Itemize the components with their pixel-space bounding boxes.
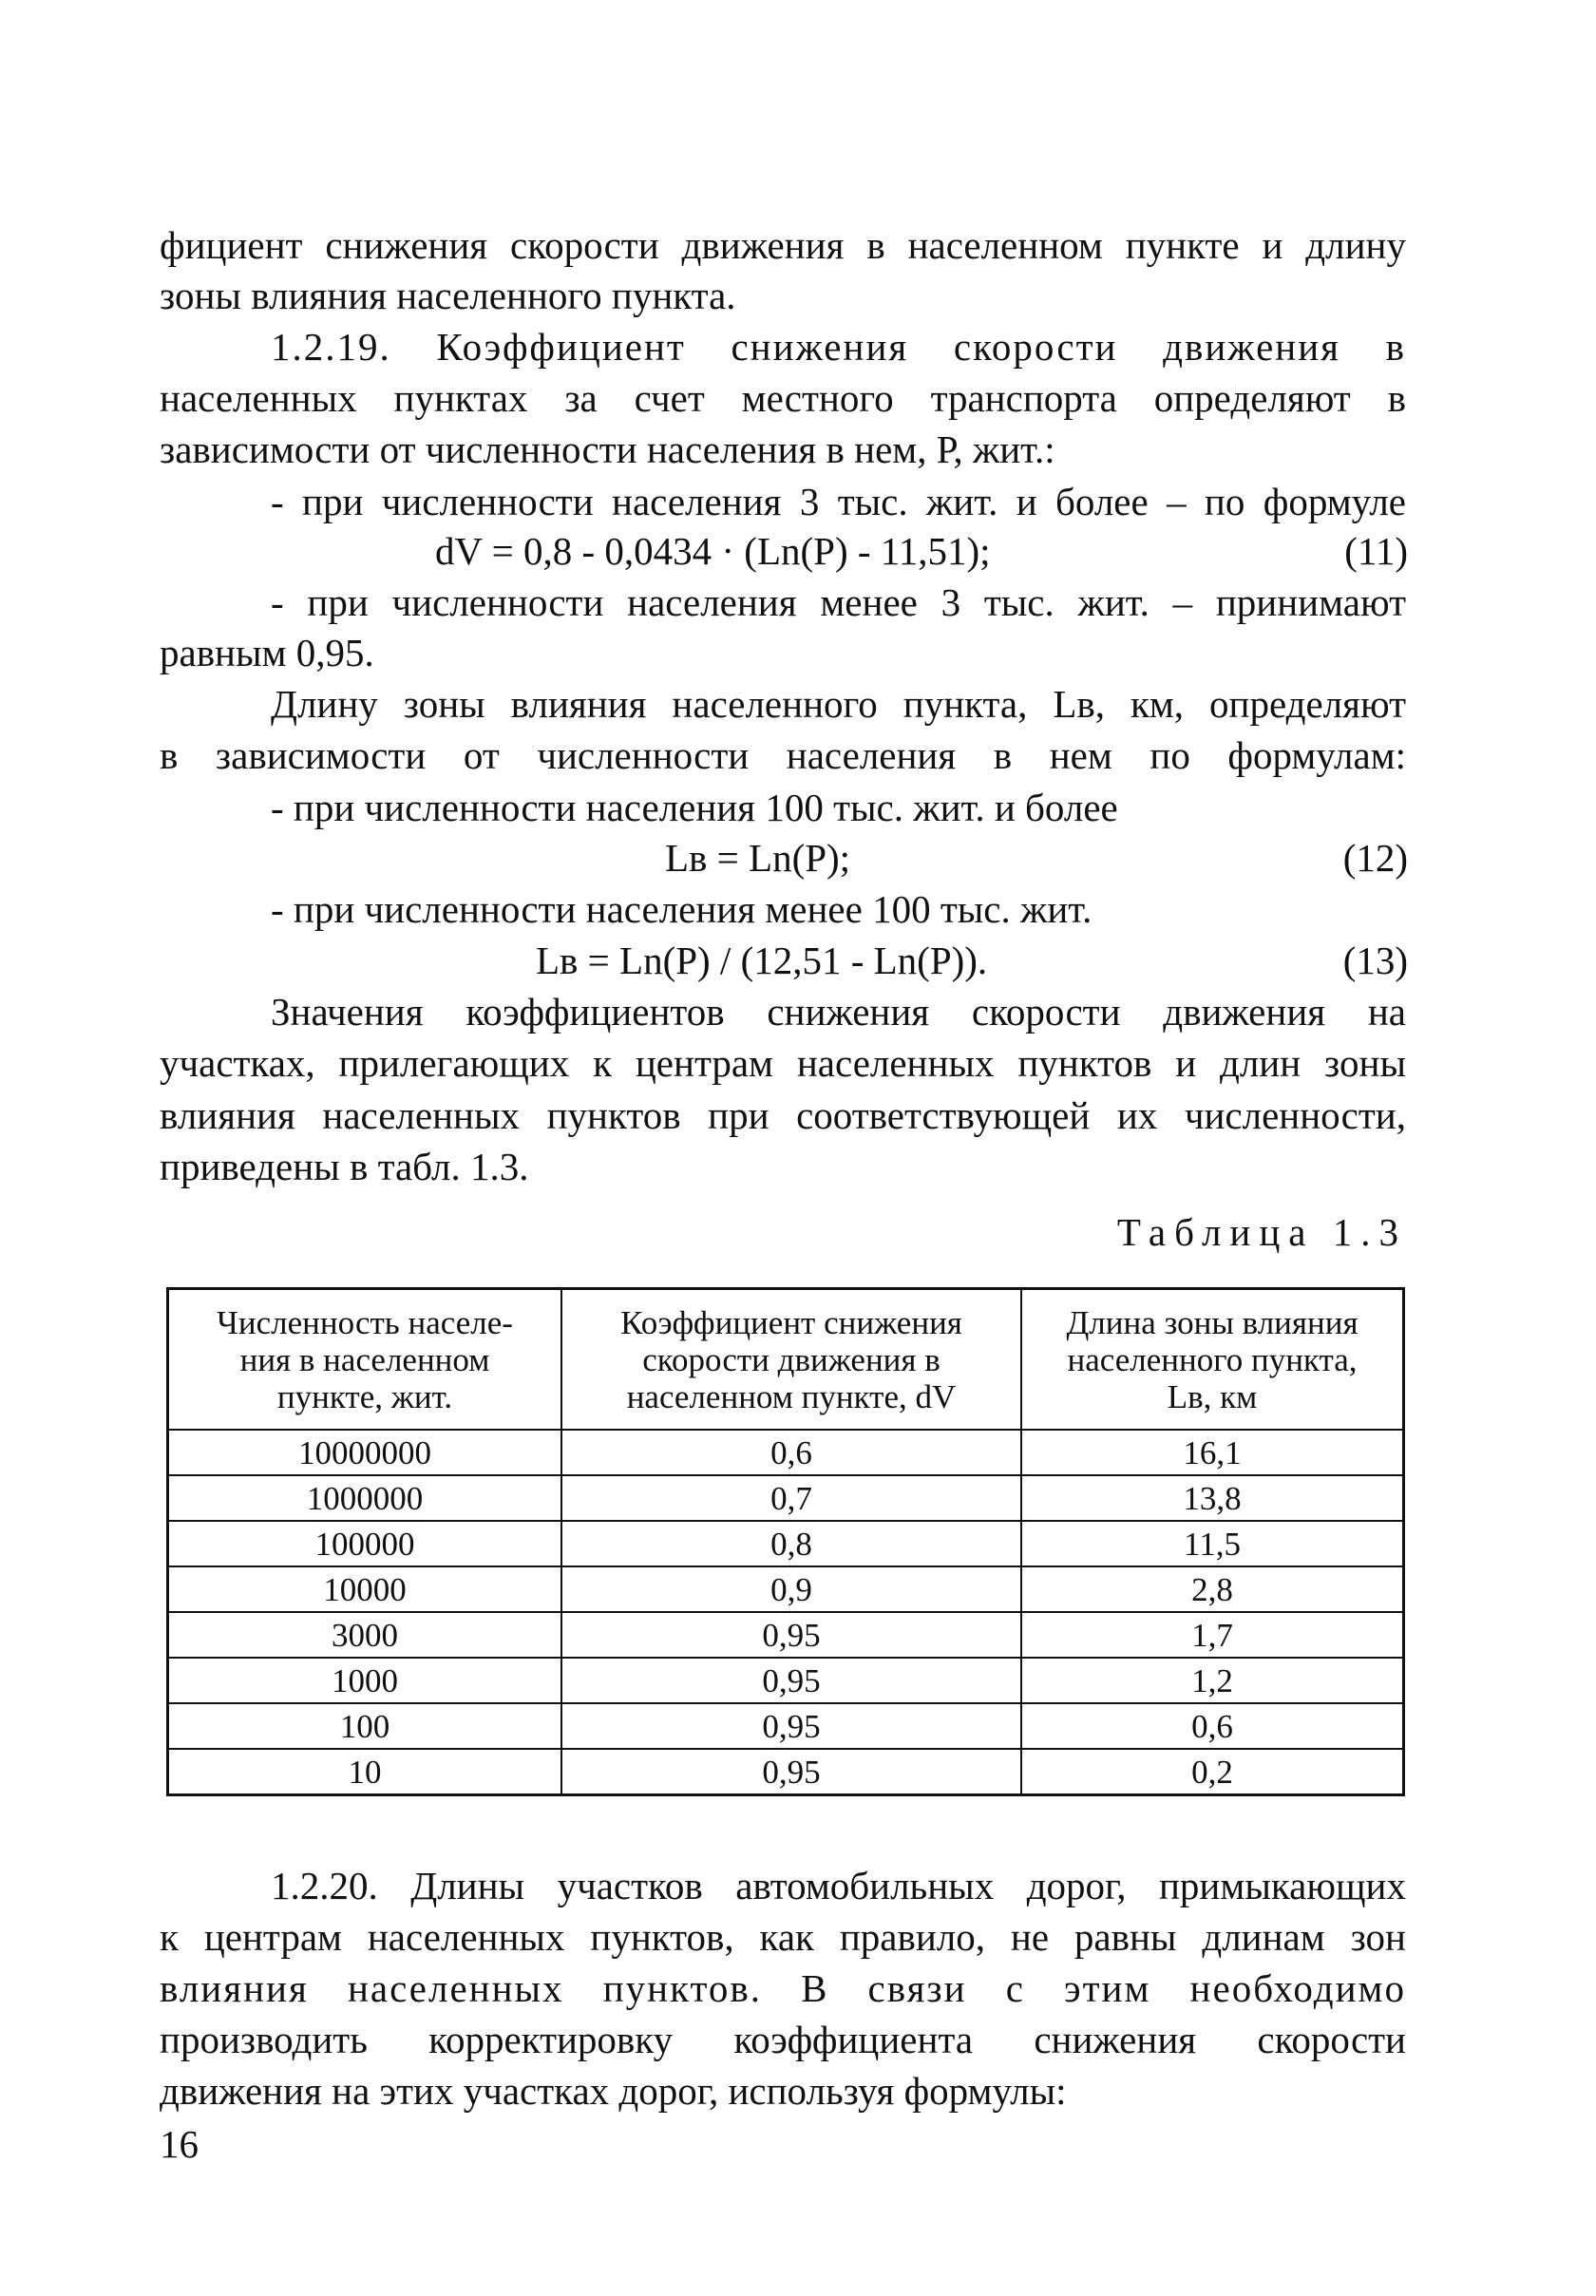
cell-population: 1000000: [168, 1475, 562, 1521]
cell-population: 3000: [168, 1612, 562, 1658]
formula-12: Lв = Ln(P);: [665, 836, 851, 880]
text-line: фициент снижения скорости движения в населенном пункте и длину: [160, 223, 1406, 267]
header-speed-coefficient: Коэффициент снижения скорости движения в населенном пункте, dV: [561, 1289, 1021, 1431]
section-1-2-19-start: 1.2.19. Коэффициент снижения скорости движения в: [271, 325, 1406, 369]
cell-population: 100000: [168, 1521, 562, 1566]
text-line: влияния населенных пунктов при соответствующей их численности,: [160, 1093, 1406, 1137]
cell-coefficient: 0,95: [561, 1749, 1021, 1795]
text-line: зоны влияния населенного пункта.: [160, 274, 736, 317]
cell-zone-length: 2,8: [1021, 1566, 1404, 1612]
table-header-row: [168, 1289, 1404, 1431]
formula-11: dV = 0,8 - 0,0434 · (Ln(P) - 11,51);: [435, 529, 991, 573]
text-line: производить корректировку коэффициента снижения скорости: [160, 2018, 1406, 2061]
text-line: - при численности населения 100 тыс. жит. и более: [271, 786, 1118, 829]
cell-coefficient: 0,95: [561, 1612, 1021, 1658]
cell-population: 10000000: [168, 1430, 562, 1475]
cell-population: 10: [168, 1749, 562, 1795]
cell-coefficient: 0,7: [561, 1475, 1021, 1521]
section-1-2-20-start: 1.2.20. Длины участков автомобильных дорог, примыкающих: [271, 1864, 1406, 1907]
table-row: [168, 1475, 1404, 1521]
cell-coefficient: 0,8: [561, 1521, 1021, 1566]
table-row: [168, 1521, 1404, 1566]
table-row: [168, 1749, 1404, 1795]
text-line: участках, прилегающих к центрам населенных пунктов и длин зоны: [160, 1041, 1406, 1085]
formula-13-number: (13): [1342, 939, 1408, 982]
cell-coefficient: 0,95: [561, 1658, 1021, 1703]
table-row: [168, 1703, 1404, 1749]
table-row: [168, 1566, 1404, 1612]
cell-zone-length: 16,1: [1021, 1430, 1404, 1475]
text-line: населенных пунктах за счет местного транспорта определяют в: [160, 376, 1406, 420]
text-line: приведены в табл. 1.3.: [160, 1145, 529, 1188]
text-line: Длину зоны влияния населенного пункта, Lв, км, определяют: [271, 682, 1406, 726]
cell-coefficient: 0,95: [561, 1703, 1021, 1749]
table-row: [168, 1430, 1404, 1475]
formula-11-number: (11): [1344, 529, 1408, 573]
formula-12-number: (12): [1342, 836, 1408, 880]
text-line: к центрам населенных пунктов, как правило, не равны длинам зон: [160, 1915, 1406, 1959]
cell-zone-length: 0,2: [1021, 1749, 1404, 1795]
text-line: - при численности населения менее 100 тыс. жит.: [271, 887, 1092, 931]
text-line: влияния населенных пунктов. В связи с этим необходимо: [160, 1966, 1406, 2010]
formula-13: Lв = Ln(P) / (12,51 - Ln(P)).: [536, 939, 988, 982]
text-line: - при численности населения менее 3 тыс. жит. – принимают: [271, 580, 1406, 624]
cell-coefficient: 0,9: [561, 1566, 1021, 1612]
text-line: - при численности населения 3 тыс. жит. и более – по формуле: [271, 480, 1406, 523]
text-line: зависимости от численности населения в нем, Р, жит.:: [160, 427, 1055, 471]
cell-zone-length: 11,5: [1021, 1521, 1404, 1566]
cell-zone-length: 1,2: [1021, 1658, 1404, 1703]
cell-coefficient: 0,6: [561, 1430, 1021, 1475]
cell-population: 100: [168, 1703, 562, 1749]
text-line: Значения коэффициентов снижения скорости движения на: [271, 990, 1406, 1034]
header-zone-length: Длина зоны влияния населенного пункта, Lв, км: [1021, 1289, 1404, 1431]
cell-zone-length: 0,6: [1021, 1703, 1404, 1749]
table-row: [168, 1612, 1404, 1658]
text-line: движения на этих участках дорог, используя формулы:: [160, 2069, 1067, 2113]
header-population: Численность населе- ния в населенном пункте, жит.: [168, 1289, 562, 1431]
page-number: 16: [160, 2122, 199, 2166]
table-caption: Таблица 1.3: [1116, 1210, 1407, 1254]
cell-population: 10000: [168, 1566, 562, 1612]
text-line: в зависимости от численности населения в нем по формулам:: [160, 733, 1406, 777]
cell-zone-length: 13,8: [1021, 1475, 1404, 1521]
cell-zone-length: 1,7: [1021, 1612, 1404, 1658]
text-line: равным 0,95.: [160, 631, 374, 674]
data-table: [166, 1287, 1405, 1796]
table-row: [168, 1658, 1404, 1703]
cell-population: 1000: [168, 1658, 562, 1703]
